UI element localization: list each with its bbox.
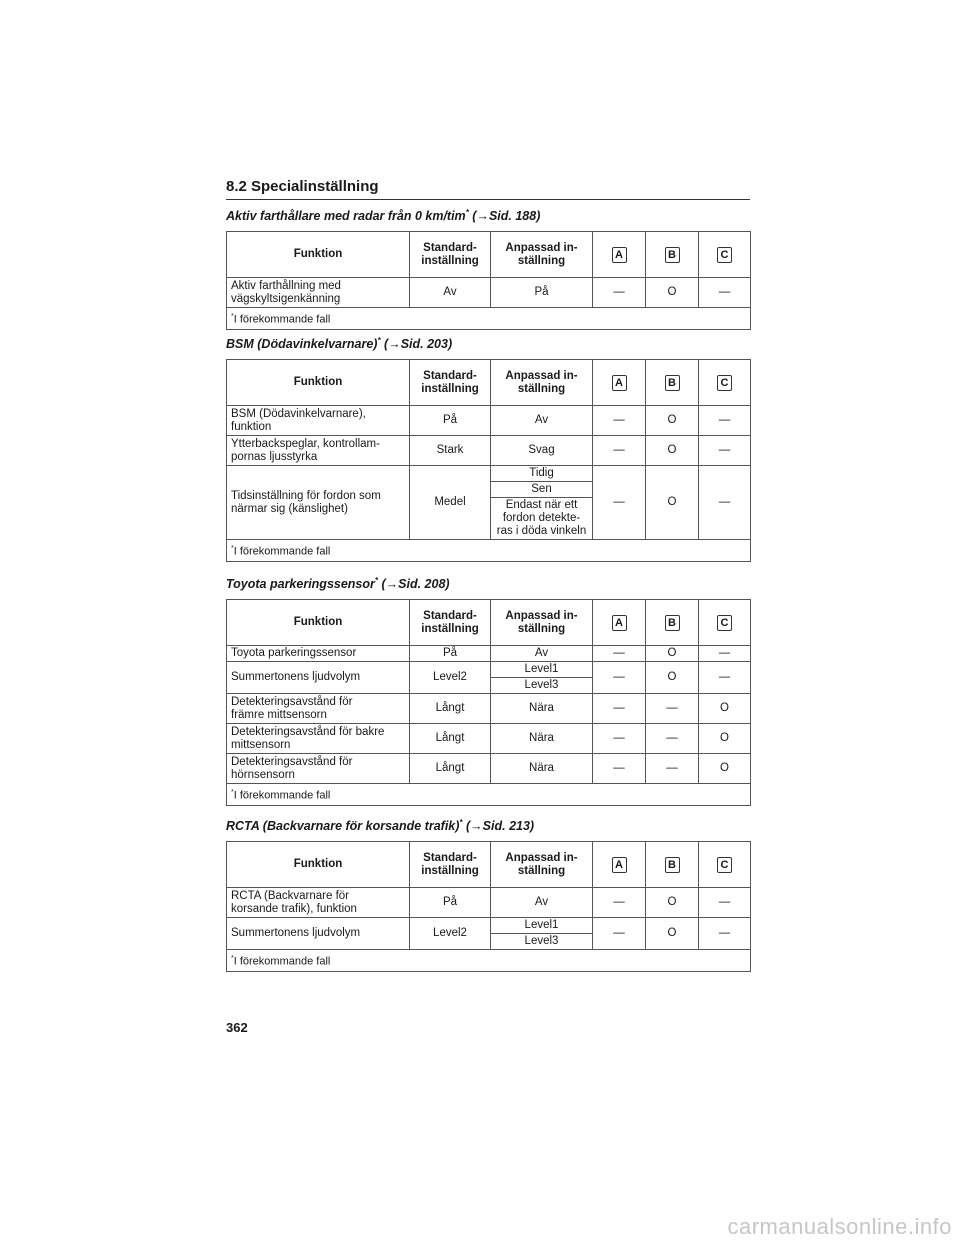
settings-section-1 [226, 208, 750, 330]
settings-section-3 [226, 576, 750, 806]
cell-anpassad: Nära [491, 754, 593, 784]
table-row [227, 888, 751, 918]
footnote-star: * [374, 576, 379, 585]
section-title-text: Aktiv farthållare med radar från 0 km/tim [226, 209, 466, 224]
cell-funktion: Summertonens ljudvolym [227, 918, 410, 950]
cell-funktion: Detekteringsavstånd för bakre mittsensorn [227, 724, 410, 754]
cell-mode-c: — [699, 436, 751, 466]
cell-mode-b: — [646, 694, 699, 724]
section-title: Toyota parkeringssensor* (→Sid. 208) [226, 576, 450, 592]
mode-b-badge: B [665, 615, 680, 631]
header-mode-c [699, 360, 751, 406]
table-row [227, 754, 751, 784]
cell-mode-c: — [699, 466, 751, 540]
mode-c-badge: C [717, 857, 732, 873]
section-title: Aktiv farthållare med radar från 0 km/tim* (→Sid. 188) [226, 208, 541, 224]
cell-funktion: Aktiv farthållning med vägskyltsigenkänning [227, 278, 410, 308]
page-reference[interactable]: Sid. 208 [398, 577, 446, 592]
mode-b-badge: B [665, 375, 680, 391]
cell-mode-b: O [646, 278, 699, 308]
header-funktion: Funktion [227, 600, 410, 646]
cell-mode-a: — [593, 662, 646, 694]
footnote-star: * [459, 818, 463, 827]
table-row [227, 436, 751, 466]
cell-anpassad: Svag [491, 436, 593, 466]
cell-anpassad: Level1 [491, 662, 593, 678]
cell-standard: Level2 [410, 662, 491, 694]
cell-mode-b: O [646, 918, 699, 950]
cell-anpassad: Av [491, 888, 593, 918]
header-mode-b [646, 360, 699, 406]
cell-anpassad: Av [491, 406, 593, 436]
cell-mode-c: O [699, 724, 751, 754]
mode-a-badge: A [612, 857, 627, 873]
footnote-star: * [231, 545, 234, 553]
settings-table [226, 841, 751, 972]
cell-funktion: Toyota parkeringssensor [227, 646, 410, 662]
cell-mode-b: O [646, 436, 699, 466]
cell-mode-b: O [646, 888, 699, 918]
cell-mode-a: — [593, 888, 646, 918]
cell-anpassad: Endast när ett fordon detekte- ras i döda vinkeln [491, 498, 593, 540]
table-row [227, 662, 751, 678]
footnote [227, 784, 751, 806]
header-mode-b [646, 600, 699, 646]
cell-standard: Level2 [410, 918, 491, 950]
cell-mode-c: — [699, 278, 751, 308]
cell-mode-a: — [593, 436, 646, 466]
footnote-star: * [377, 336, 381, 345]
cell-funktion: BSM (Dödavinkelvarnare), funktion [227, 406, 410, 436]
cell-mode-a: — [593, 754, 646, 784]
arrow-icon: → [388, 337, 401, 352]
table-header-row [227, 360, 751, 406]
cell-funktion: RCTA (Backvarnare för korsande trafik), funktion [227, 888, 410, 918]
header-mode-a [593, 842, 646, 888]
footnote-star: * [231, 955, 234, 963]
cell-standard: Stark [410, 436, 491, 466]
table-row [227, 724, 751, 754]
cell-anpassad: Level3 [491, 678, 593, 694]
cell-mode-a: — [593, 466, 646, 540]
header-standard: Standard- inställning [410, 232, 491, 278]
cell-anpassad: Nära [491, 724, 593, 754]
table-header-row [227, 600, 751, 646]
mode-a-badge: A [612, 375, 627, 391]
section-title: RCTA (Backvarnare för korsande trafik)* (→Sid. 213) [226, 818, 535, 834]
footnote-text: I förekommande fall [233, 545, 331, 558]
cell-standard: Långt [410, 754, 491, 784]
header-mode-c [699, 600, 751, 646]
mode-a-badge: A [612, 247, 627, 263]
cell-standard: På [410, 888, 491, 918]
header-mode-a [593, 360, 646, 406]
table-row [227, 278, 751, 308]
watermark: carmanualsonline.info [727, 1214, 952, 1239]
mode-c-badge: C [717, 375, 732, 391]
cell-funktion: Tidsinställning för fordon som närmar sig (känslighet) [227, 466, 410, 540]
cell-anpassad: Av [491, 646, 593, 662]
cell-anpassad: Tidig [491, 466, 593, 482]
footnote-text: I förekommande fall [233, 789, 331, 802]
cell-mode-a: — [593, 724, 646, 754]
page-header [226, 178, 750, 200]
section-heading: 8.2 Specialinställning [226, 178, 379, 195]
cell-standard: Av [410, 278, 491, 308]
footnote-row [227, 308, 751, 330]
header-mode-b [646, 232, 699, 278]
cell-mode-c: O [699, 694, 751, 724]
arrow-icon: → [470, 819, 483, 834]
footnote [227, 950, 751, 972]
cell-standard: Medel [410, 466, 491, 540]
header-anpassad: Anpassad in- ställning [491, 600, 593, 646]
header-funktion: Funktion [227, 360, 410, 406]
page-number: 362 [226, 1020, 248, 1035]
mode-c-badge: C [717, 247, 732, 263]
cell-mode-c: — [699, 888, 751, 918]
page-reference[interactable]: Sid. 203 [400, 337, 448, 352]
header-mode-a [593, 232, 646, 278]
footnote-text: I förekommande fall [233, 955, 331, 968]
cell-anpassad: Nära [491, 694, 593, 724]
footnote-star: * [231, 313, 234, 321]
table-row [227, 406, 751, 436]
cell-standard: På [410, 406, 491, 436]
section-title-text: RCTA (Backvarnare för korsande trafik) [226, 819, 460, 834]
page-reference[interactable]: Sid. 188 [488, 209, 537, 224]
cell-mode-a: — [593, 694, 646, 724]
table-header-row [227, 232, 751, 278]
header-mode-c [699, 842, 751, 888]
cell-funktion: Detekteringsavstånd för främre mittsensorn [227, 694, 410, 724]
mode-b-badge: B [665, 857, 680, 873]
cell-anpassad: Level1 [491, 918, 593, 934]
header-mode-b [646, 842, 699, 888]
cell-funktion: Summertonens ljudvolym [227, 662, 410, 694]
page-reference[interactable]: Sid. 213 [482, 819, 530, 834]
header-anpassad: Anpassad in- ställning [491, 360, 593, 406]
cell-mode-b: — [646, 724, 699, 754]
cell-anpassad: På [491, 278, 593, 308]
cell-mode-a: — [593, 646, 646, 662]
header-anpassad: Anpassad in- ställning [491, 842, 593, 888]
cell-standard: Långt [410, 694, 491, 724]
table-row [227, 918, 751, 934]
table-row [227, 466, 751, 482]
header-funktion: Funktion [227, 842, 410, 888]
footnote [227, 308, 751, 330]
footnote-star: * [231, 789, 234, 797]
cell-mode-a: — [593, 406, 646, 436]
cell-mode-a: — [593, 278, 646, 308]
table-row [227, 646, 751, 662]
header-standard: Standard- inställning [410, 360, 491, 406]
footnote-text: I förekommande fall [233, 313, 331, 326]
footnote-row [227, 540, 751, 562]
cell-mode-b: O [646, 466, 699, 540]
settings-section-2 [226, 336, 750, 562]
cell-mode-c: — [699, 406, 751, 436]
header-mode-c [699, 232, 751, 278]
arrow-icon: → [385, 577, 399, 592]
table-row [227, 694, 751, 724]
cell-standard: På [410, 646, 491, 662]
header-anpassad: Anpassad in- ställning [491, 232, 593, 278]
section-title-text: Toyota parkeringssensor [226, 577, 375, 592]
cell-mode-a: — [593, 918, 646, 950]
settings-table [226, 599, 751, 806]
cell-mode-b: O [646, 646, 699, 662]
cell-mode-b: O [646, 662, 699, 694]
mode-a-badge: A [612, 615, 627, 631]
footnote-star: * [465, 208, 469, 217]
section-title-text: BSM (Dödavinkelvarnare) [226, 337, 378, 352]
cell-anpassad: Level3 [491, 934, 593, 950]
settings-table [226, 231, 751, 330]
cell-anpassad: Sen [491, 482, 593, 498]
footnote [227, 540, 751, 562]
mode-c-badge: C [717, 615, 732, 631]
cell-mode-b: — [646, 754, 699, 784]
settings-table [226, 359, 751, 562]
cell-mode-c: O [699, 754, 751, 784]
arrow-icon: → [476, 209, 489, 224]
header-funktion: Funktion [227, 232, 410, 278]
cell-funktion: Ytterbackspeglar, kontrollam- pornas ljusstyrka [227, 436, 410, 466]
mode-b-badge: B [665, 247, 680, 263]
cell-mode-c: — [699, 646, 751, 662]
header-standard: Standard- inställning [410, 600, 491, 646]
cell-mode-b: O [646, 406, 699, 436]
cell-funktion: Detekteringsavstånd för hörnsensorn [227, 754, 410, 784]
header-mode-a [593, 600, 646, 646]
header-standard: Standard- inställning [410, 842, 491, 888]
cell-mode-c: — [699, 918, 751, 950]
cell-mode-c: — [699, 662, 751, 694]
cell-standard: Långt [410, 724, 491, 754]
footnote-row [227, 950, 751, 972]
table-header-row [227, 842, 751, 888]
footnote-row [227, 784, 751, 806]
settings-section-4 [226, 818, 750, 972]
section-title: BSM (Dödavinkelvarnare)* (→Sid. 203) [226, 336, 453, 352]
